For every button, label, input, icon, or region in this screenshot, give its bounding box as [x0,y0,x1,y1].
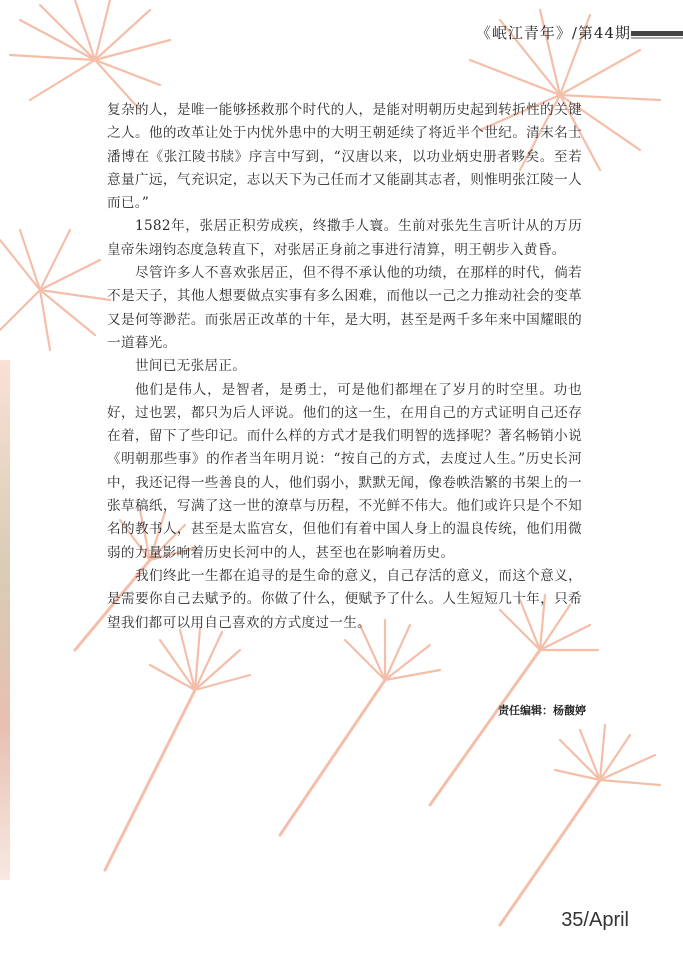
dandelion-puff-top-left [10,0,170,110]
journal-header: 《岷江青年》/第44期 [475,24,631,42]
dandelion-seed-1 [150,628,250,690]
left-edge-image-strip [0,360,10,880]
header-rule [631,31,683,36]
article-body [107,99,582,635]
responsible-editor: 责任编辑：杨馥婷 [498,704,586,717]
article-paragraph: 我们终此一生都在追寻的是生命的意义，自己存活的意义，而这个意义，是需要你自己去赋予的。你做了什么，便赋予了什么。人生短短几十年，只希望我们都可以用自己喜欢的方式度过一生。 [107,567,582,631]
article-paragraph: 1582年，张居正积劳成疾，终撒手人寰。生前对张先生言听计从的万历皇帝朱翊钧态度急转直下，对张居正身前之事进行清算，明王朝步入黄昏。 [107,218,582,258]
page-number: 35/April [561,909,629,931]
article-paragraph: 他们是伟人，是智者，是勇士，可是他们都埋在了岁月的时空里。功也好，过也罢，都只为后人评说。他们的这一生，在用自己的方式证明自己还存在着，留下了些印记。而什么样的方式才是我们明智的选择呢？著名畅销小说《明朝那些事》的作者当年明月说：“按自己的方式，去度过人生。”历史长河中，我还记得一些善良的人，他们弱小，默默无闻，像卷帙浩繁的书架上的一张草稿纸，写满了这一世的潦草与历程，不光鲜不伟大。他们或许只是个不知名的教书人，甚至是太监宫女，但他们有着中国人身上的温良传统，他们用微弱的力量影响着历史长河中的人，甚至也在影响着历史。 [107,381,582,561]
dandelion-puff-left [0,230,110,350]
article-paragraph: 尽管许多人不喜欢张居正，但不得不承认他的功绩，在那样的时代，倘若不是天子，其他人想要做点实事有多么困难，而他以一己之力推动社会的变革又是何等渺茫。而张居正改革的十年，是大明，甚至是两千多年来中国耀眼的一道暮光。 [107,265,582,351]
header-rule-thin [631,37,683,39]
dandelion-seed-4 [555,725,660,785]
article-paragraph: 复杂的人，是唯一能够拯救那个时代的人，是能对明朝历史起到转折性的关键之人。他的改革让处于内忧外患中的大明王朝延续了将近半个世纪。清末名士潘博在《张江陵书牍》序言中写到，“汉唐以来，以功业炳史册者夥矣。至若意量广远，气充识定，志以天下为己任而才又能副其志者，则惟明张江陵一人而已。” [107,102,582,212]
article-paragraph: 世间已无张居正。 [135,358,247,375]
